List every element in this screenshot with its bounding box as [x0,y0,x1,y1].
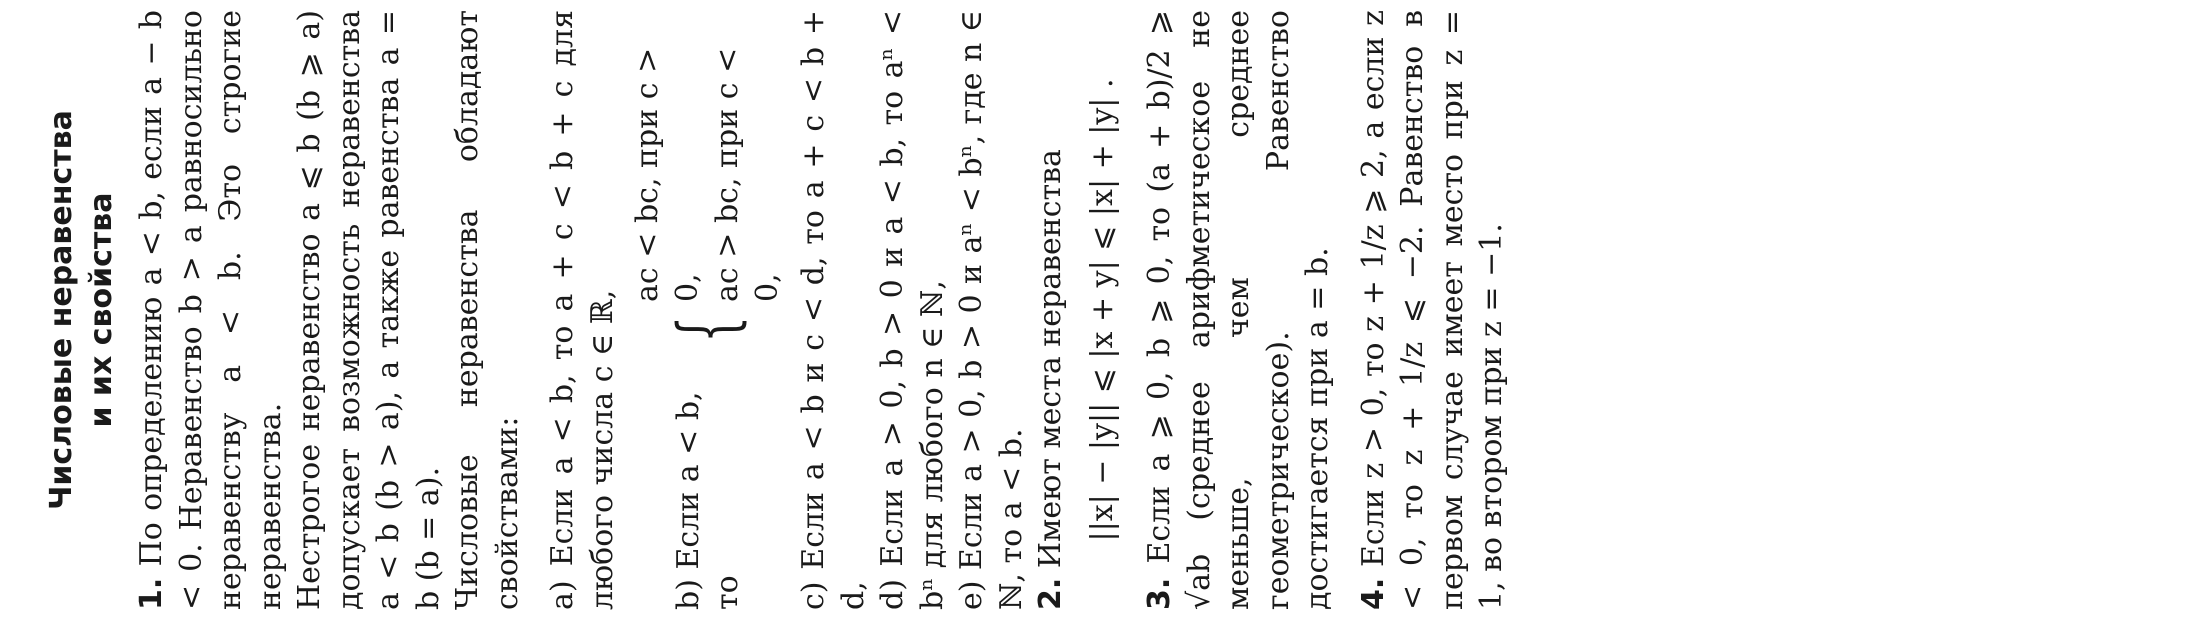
property-b-lead: b) Если a < b, то [670,391,745,610]
section-2-formula: ||x| − |y|| ⩽ |x + y| ⩽ |x| + |y| . [1084,78,1120,542]
section-2-number: 2. [1033,577,1068,610]
property-b-line-2: ac > bc, при c < 0, [710,47,785,302]
section-1-para-2: Нестрогое неравенство a ⩽ b (b ⩾ a) допускает возможность неравенства a < b (b > a), а также равенства a = b (b = a). [292,10,446,610]
title-line-1: Числовые неравенства [44,110,79,510]
section-2 [1031,10,1071,610]
section-1-para-3: Числовые неравенства обладают свойствами: [450,10,525,610]
property-e: e) Если a > 0, b > 0 и aⁿ < bⁿ, где n ∈ ℕ, то a < b. [954,10,1029,610]
section-4-number: 4. [1355,577,1391,610]
section-3 [1140,10,1338,610]
section-3-number: 3. [1142,577,1177,610]
section-1-text: По определению a < b, если a − b < 0. Неравенство b > a равносильно неравенству a < b. Это строгие неравенства. [134,10,288,610]
property-c: c) Если a < b и c < d, то a + c < b + d, [796,10,871,610]
title-line-2: и их свойства [84,192,119,428]
section-3-text: Если a ⩾ 0, b ⩾ 0, то (a + b)/2 ⩾ √ab (среднее арифметическое не меньше, чем среднее геометрическое). Равенство достигается при a = b. [1142,10,1335,610]
brace-symbol: { [663,315,753,343]
property-b-system [628,10,788,302]
section-4 [1354,10,1512,610]
property-a: a) Если a < b, то a + c < b + c для любого числа c ∈ ℝ, [545,10,620,610]
page-title [42,10,122,610]
section-4-text: Если z > 0, то z + 1/z ⩾ 2, а если z < 0, то z + 1/z ⩽ −2. Равенство в первом случае имеет место при z = 1, во втором при z = −1. [1355,10,1509,610]
section-1-number: 1. [134,577,169,610]
section-2-text: Имеют места неравенства [1033,149,1068,569]
property-d: d) Если a > 0, b > 0 и a < b, то aⁿ < bⁿ для любого n ∈ ℕ, [875,10,950,610]
section-1-para-1 [132,10,290,610]
property-b-line-1: ac < bc, при c > 0, [630,47,705,302]
property-b [628,10,788,610]
